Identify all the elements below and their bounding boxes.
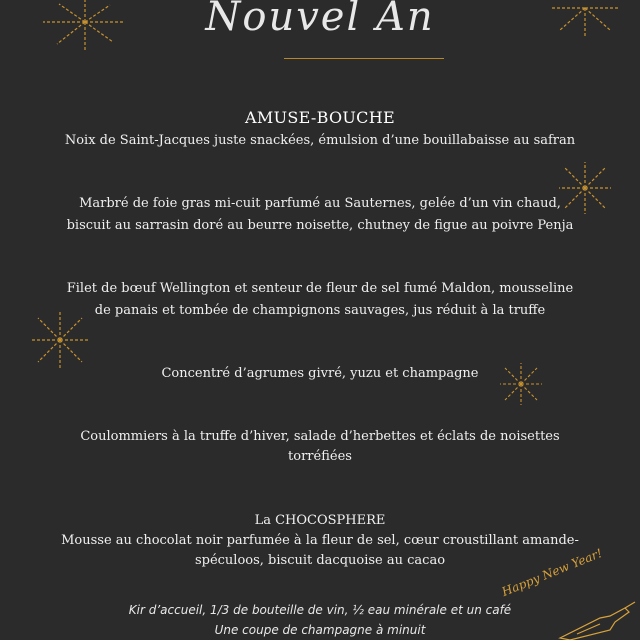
main-line-1: Filet de bœuf Wellington et senteur de fleur de sel fumé Maldon, mousseline xyxy=(66,281,574,296)
dessert-line-2: spéculoos, biscuit dacquoise au cacao xyxy=(194,553,446,568)
footer-line-2: Une coupe de champagne à minuit xyxy=(214,623,426,637)
starter-line-1: Marbré de foie gras mi-cuit parfumé au Sauternes, gelée d’un vin chaud, xyxy=(79,196,561,211)
cheese-line-1: Coulommiers à la truffe d’hiver, salade d’herbettes et éclats de noisettes xyxy=(80,429,560,444)
page-title: Nouvel An xyxy=(205,0,435,40)
cheese-line-2: torréfiées xyxy=(288,449,352,464)
sorbet-text: Concentré d’agrumes givré, yuzu et champagne xyxy=(161,366,479,381)
title-divider xyxy=(284,58,444,59)
dessert-line-1: Mousse au chocolat noir parfumée à la fleur de sel, cœur croustillant amande- xyxy=(61,533,579,548)
amuse-bouche-text: Noix de Saint-Jacques juste snackées, émulsion d’une bouillabaisse au safran xyxy=(64,133,576,148)
starter-line-2: biscuit au sarrasin doré au beurre noisette, chutney de figue au poivre Penja xyxy=(66,218,574,233)
footer-line-1: Kir d’accueil, 1/3 de bouteille de vin, ½ eau minérale et un café xyxy=(128,603,512,617)
happy-new-year-text: Happy New Year! xyxy=(499,545,605,599)
main-line-2: de panais et tombée de champignons sauvages, jus réduit à la truffe xyxy=(94,303,546,318)
amuse-bouche-heading: AMUSE-BOUCHE xyxy=(245,108,395,127)
champagne-bottle-icon xyxy=(555,600,640,640)
dessert-heading: La CHOCOSPHERE xyxy=(254,513,386,528)
